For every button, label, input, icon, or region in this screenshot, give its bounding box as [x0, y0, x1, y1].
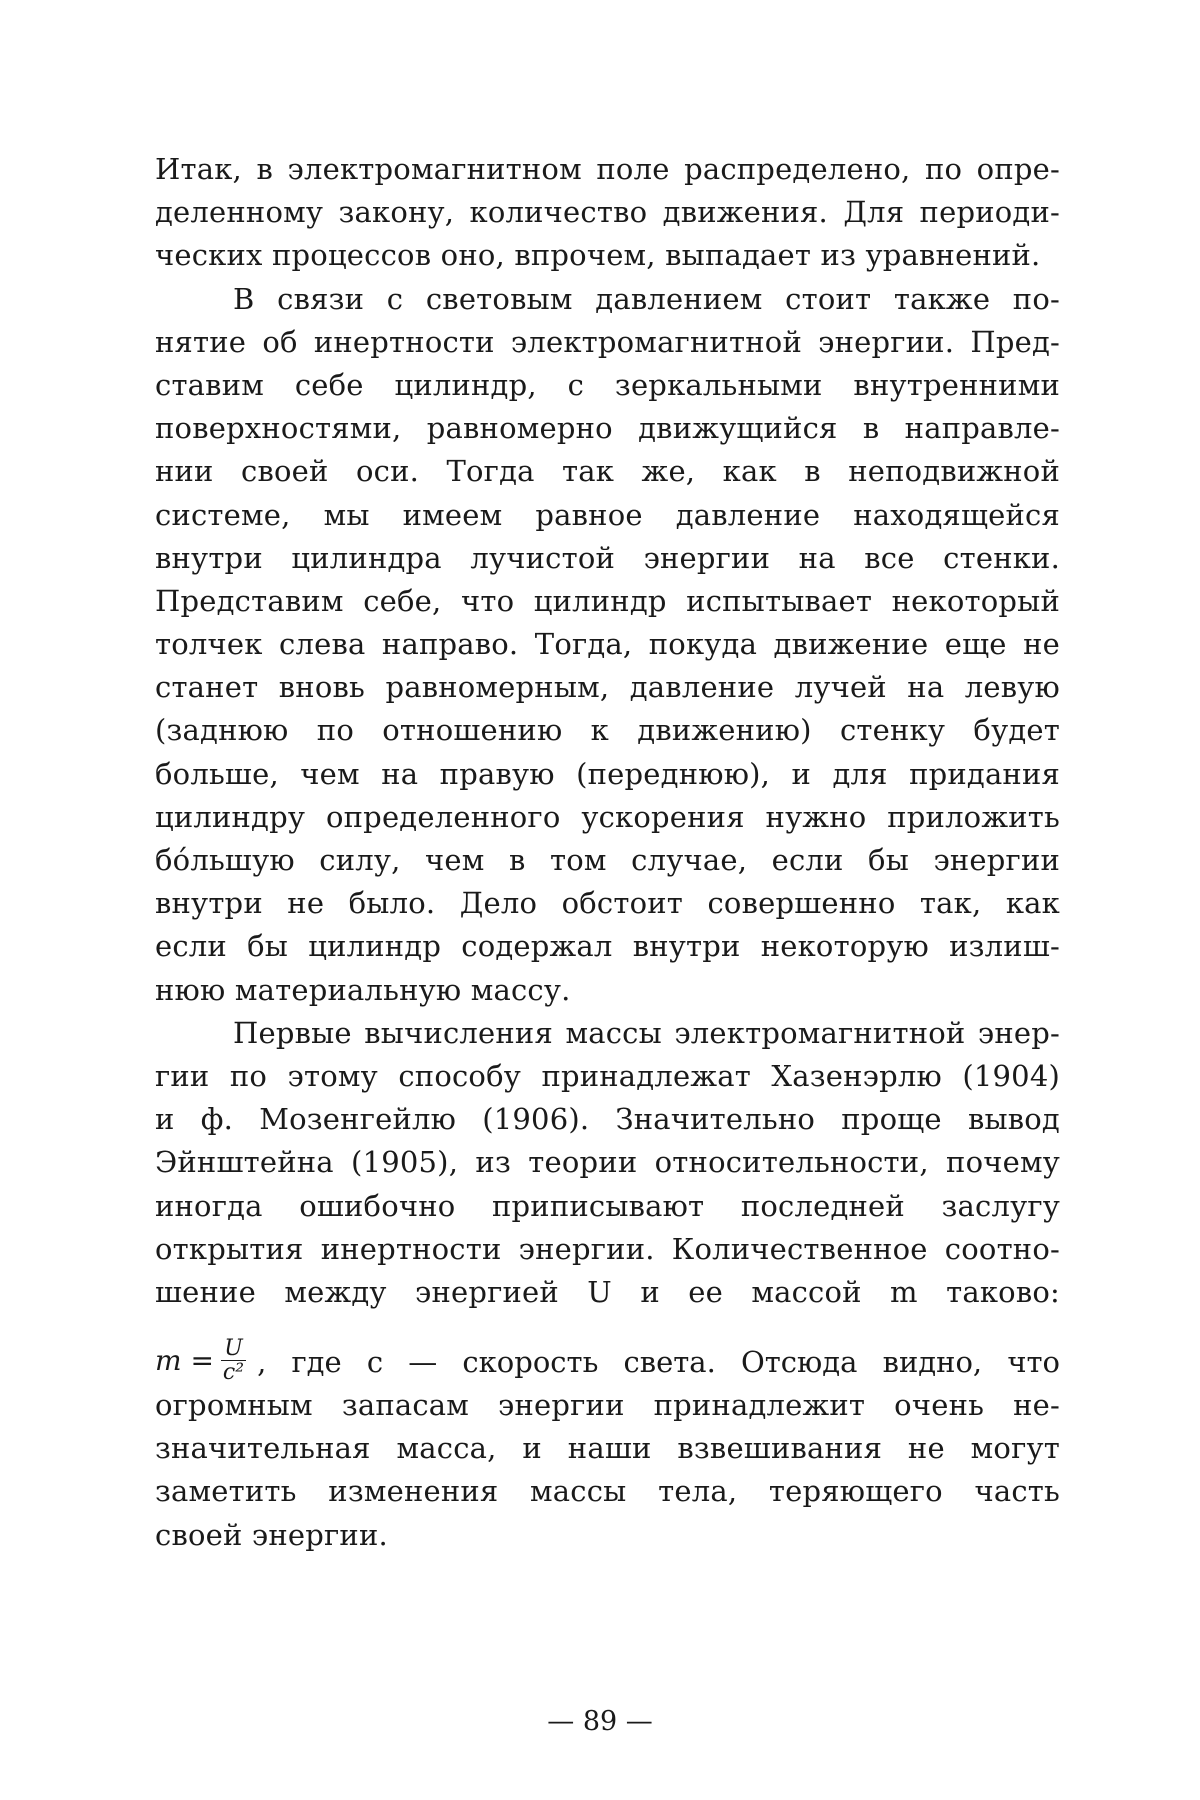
text-line: нии своей оси. Тогда так же, как в неподвижной [155, 454, 1060, 489]
text-line: поверхностями, равномерно движущийся в направле- [155, 411, 1060, 446]
formula-numerator: U [221, 1337, 246, 1361]
page-number: — 89 — [547, 1706, 653, 1737]
text-line: заметить изменения массы тела, теряющего часть [155, 1474, 1060, 1509]
text-line: бóльшую силу, чем в том случае, если бы энергии [155, 843, 1060, 877]
text-line: (заднюю по отношению к движению) стенку будет [155, 713, 1060, 748]
text-line: значительная масса, и наши взвешивания не могут [155, 1431, 1060, 1466]
text-line: Представим себе, что цилиндр испытывает некоторый [155, 583, 1060, 618]
text-line: иногда ошибочно приписывают последней заслугу [155, 1188, 1060, 1223]
text-line: деленному закону, количество движения. Для периоди- [155, 195, 1060, 230]
text-line: Первые вычисления массы электромагнитной энер- [233, 1015, 1060, 1050]
text-line: и ф. Мозенгейлю (1906). Значительно проще вывод [155, 1102, 1060, 1137]
text-line: внутри цилиндра лучистой энергии на все стенки. [155, 540, 1060, 575]
text-line: станет вновь равномерным, давление лучей на левую [155, 670, 1060, 705]
paragraph-1 [155, 148, 1060, 278]
text-line: внутри не было. Дело обстоит совершенно так, как [155, 886, 1060, 921]
text-line: Эйнштейна (1905), из теории относительности, почему [155, 1145, 1060, 1180]
paragraph-3 [155, 1012, 1060, 1557]
mass-energy-formula [155, 1337, 247, 1384]
text-line: если бы цилиндр содержал внутри некоторую излиш- [155, 929, 1060, 964]
formula-lhs: m = [155, 1343, 214, 1377]
text-line: открытия инертности энергии. Количественное соотно- [155, 1231, 1060, 1266]
text-line: Итак, в электромагнитном поле распределено, по опре- [155, 152, 1060, 186]
text-line: нятие об инертности электромагнитной энергии. Пред- [155, 324, 1060, 359]
formula-fraction [220, 1337, 247, 1384]
text-line: шение между энергией U и ее массой m таково: [155, 1274, 1060, 1309]
formula-line [155, 1314, 1060, 1384]
text-line: гии по этому способу принадлежат Хазенэрлю (1904) [155, 1058, 1060, 1093]
text-line: системе, мы имеем равное давление находящейся [155, 497, 1060, 532]
text-line: огромным запасам энергии принадлежит очень не- [155, 1388, 1060, 1423]
text-line: толчек слева направо. Тогда, покуда движение еще не [155, 627, 1060, 662]
text-line: цилиндру определенного ускорения нужно приложить [155, 799, 1060, 834]
text-line: больше, чем на правую (переднюю), и для придания [155, 756, 1060, 791]
text-line: своей энергии. [155, 1517, 388, 1552]
formula-tail-text: , где c — скорость света. Отсюда видно, что [257, 1344, 1060, 1379]
body-text [155, 148, 1060, 1557]
text-line: нюю материальную массу. [155, 972, 571, 1007]
text-line: ческих процессов оно, впрочем, выпадает из уравнений. [155, 238, 1041, 273]
text-line: В связи с световым давлением стоит также по- [233, 281, 1060, 316]
formula-denominator: c² [222, 1359, 245, 1385]
paragraph-2 [155, 278, 1060, 1012]
text-line: ставим себе цилиндр, с зеркальными внутренними [155, 367, 1060, 402]
